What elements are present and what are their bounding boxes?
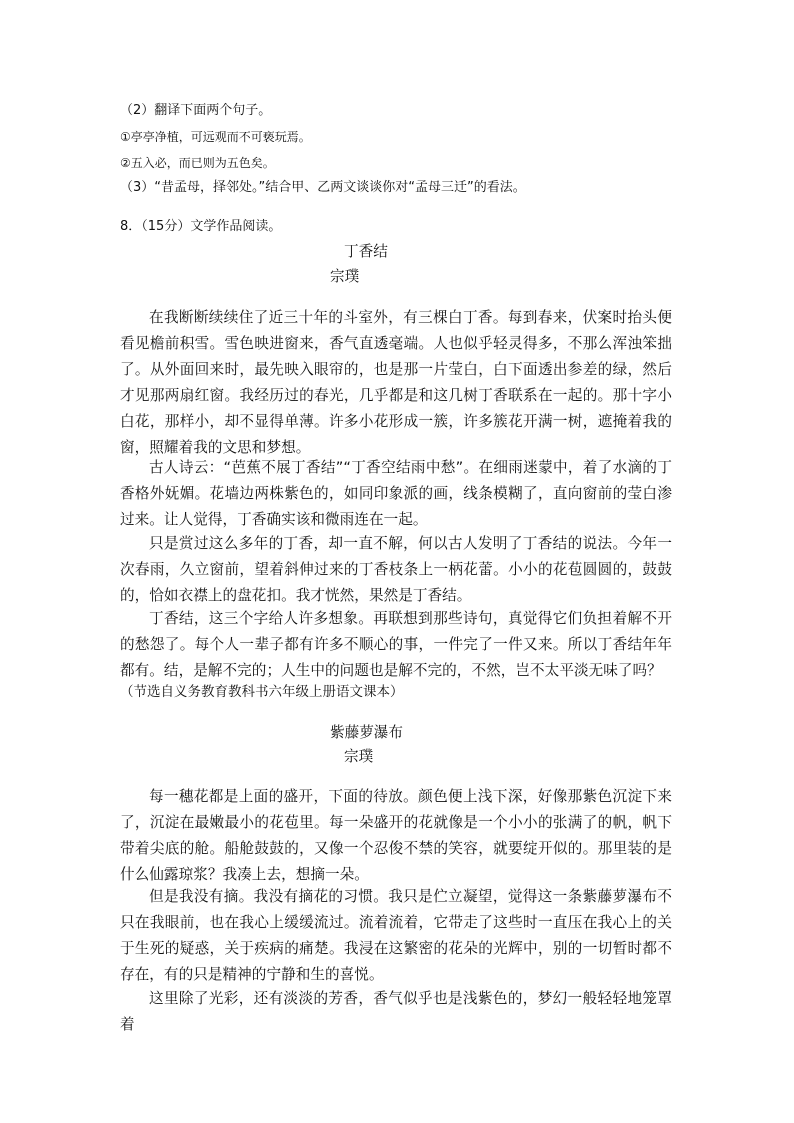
question-3: （3）“昔孟母，择邻处。”结合甲、乙两文谈谈你对“孟母三迁”的看法。 <box>120 180 526 195</box>
passage-1-paragraph: 古人诗云：“芭蕉不展丁香结”“丁香空结雨中愁”。在细雨迷蒙中，着了水滴的丁香格外妩媚。花墙边两株紫色的，如同印象派的画，线条模糊了，直向窗前的莹白渗过来。让人觉得，丁香确实该和微雨连在一起。 <box>120 459 672 528</box>
passage-1-source: （节选自义务教育教科书六年级上册语文课本） <box>120 684 404 700</box>
question-2-sentence-2: ②五入必，而已则为五色矣。 <box>120 156 275 170</box>
section-8-heading: 8．（15分）文学作品阅读。 <box>120 219 282 234</box>
passage-1-author: 宗璞 <box>330 268 360 285</box>
passage-2-author: 宗璞 <box>344 748 374 765</box>
passage-2-paragraph: 但是我没有摘。我没有摘花的习惯。我只是伫立凝望，觉得这一条紫藤萝瀑布不只在我眼前，也在我心上缓缓流过。流着流着，它带走了这些时一直压在我心上的关于生死的疑惑，关于疾病的痛楚。我浸在这繁密的花朵的光辉中，别的一切暂时都不存在，有的只是精神的宁静和生的喜悦。 <box>120 888 672 983</box>
passage-2-title: 紫藤萝瀑布 <box>330 724 403 741</box>
question-2-sentence-1: ①亭亭净植，可远观而不可亵玩焉。 <box>120 130 311 144</box>
question-2-prompt: （2）翻译下面两个句子。 <box>120 103 272 118</box>
passage-1-paragraph: 只是赏过这么多年的丁香，却一直不解，何以古人发明了丁香结的说法。今年一次春雨，久立窗前，望着斜伸过来的丁香枝条上一柄花蕾。小小的花苞圆圆的，鼓鼓的，恰如衣襟上的盘花扣。我才恍然，果然是丁香结。 <box>120 535 672 604</box>
passage-1-paragraph: 在我断断续续住了近三十年的斗室外，有三棵白丁香。每到春来，伏案时抬头便看见檐前积雪。雪色映进窗来，香气直透毫端。人也似乎轻灵得多，不那么浑浊笨拙了。从外面回来时，最先映入眼帘的，也是那一片莹白，白下面透出参差的绿，然后才见那两扇红窗。我经历过的春光，几乎都是和这几树丁香联系在一起的。那十字小白花，那样小，却不显得单薄。许多小花形成一簇，许多簇花开满一树，遮掩着我的窗，照耀着我的文思和梦想。 <box>120 309 672 456</box>
passage-1-paragraph: 丁香结，这三个字给人许多想象。再联想到那些诗句，真觉得它们负担着解不开的愁怨了。每个人一辈子都有许多不顺心的事，一件完了一件又来。所以丁香结年年都有。结，是解不完的；人生中的问题也是解不完的，不然，岂不太平淡无味了吗？ <box>120 610 672 679</box>
passage-1-title: 丁香结 <box>344 243 388 260</box>
passage-2-paragraph: 这里除了光彩，还有淡淡的芳香，香气似乎也是浅紫色的，梦幻一般轻轻地笼罩着 <box>120 990 672 1033</box>
passage-2-paragraph: 每一穗花都是上面的盛开，下面的待放。颜色便上浅下深，好像那紫色沉淀下来了，沉淀在最嫩最小的花苞里。每一朵盛开的花就像是一个小小的张满了的帆，帆下带着尖底的舱。船舱鼓鼓的，又像一个忍俊不禁的笑容，就要绽开似的。那里装的是什么仙露琼浆？我凑上去，想摘一朵。 <box>120 788 672 883</box>
